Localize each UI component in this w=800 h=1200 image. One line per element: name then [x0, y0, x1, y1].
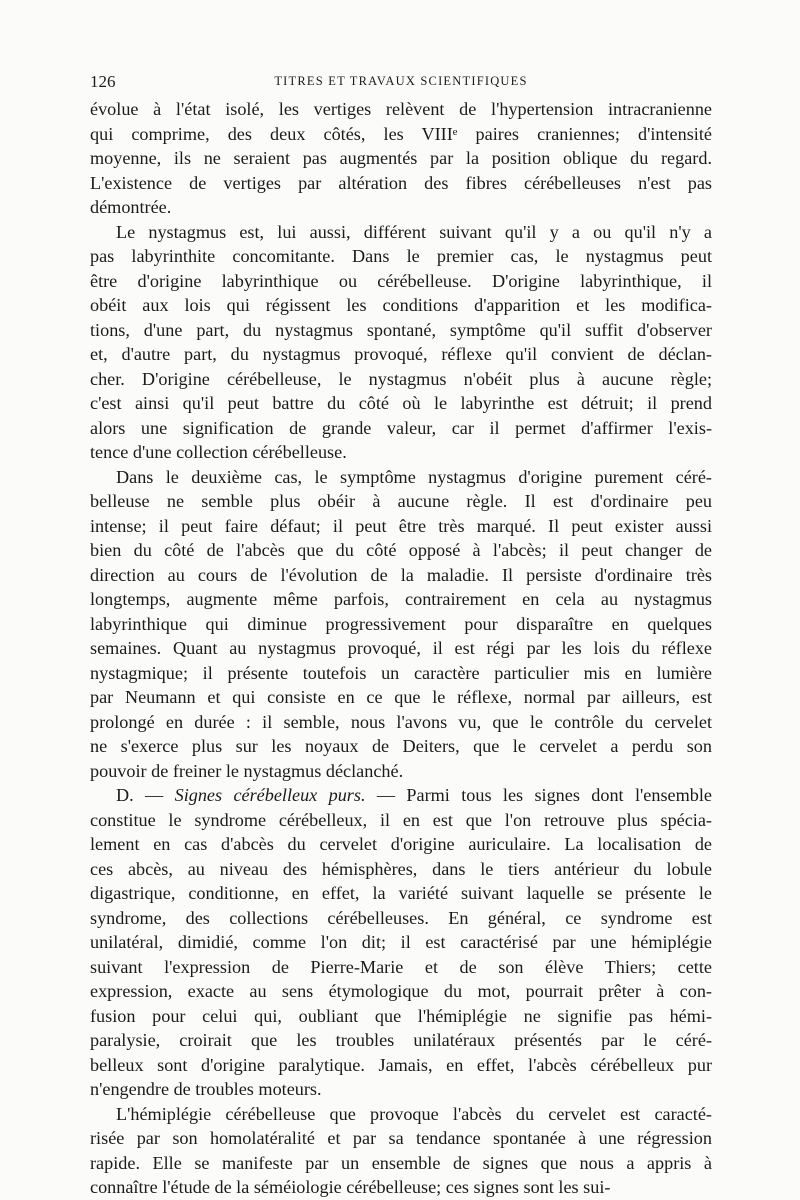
- text-line: rapide. Elle se manifeste par un ensemble de signes que nous a appris à: [90, 1152, 712, 1173]
- text-line: démontrée.: [90, 197, 172, 217]
- text-line: longtemps, augmente même parfois, contrairement en cela au nystagmus: [90, 589, 712, 609]
- paragraph: [90, 97, 712, 220]
- text-line: unilatéral, dimidié, comme l'on dit; il est caractérisé par une hémiplégie: [90, 932, 712, 952]
- text-line: c'est ainsi qu'il peut battre du côté où le labyrinthe est détruit; il prend: [90, 393, 712, 413]
- text-line: lement en cas d'abcès du cervelet d'origine auriculaire. La localisation de: [90, 834, 712, 854]
- text-line: Dans le deuxième cas, le symptôme nystagmus d'origine purement céré-: [116, 466, 712, 487]
- text-line: et, d'autre part, du nystagmus provoqué, réflexe qu'il convient de déclan-: [90, 344, 712, 364]
- text-line: digastrique, conditionne, en effet, la variété suivant laquelle se présente le: [90, 883, 712, 903]
- text-line: obéit aux lois qui régissent les conditions d'apparition et les modifica-: [90, 295, 712, 315]
- paragraph: [90, 220, 712, 465]
- text-line: L'existence de vertiges par altération des fibres cérébelleuses n'est pas: [90, 172, 712, 193]
- text-line: moyenne, ils ne seraient pas augmentés par la position oblique du regard.: [90, 148, 712, 168]
- text-line: belleuse ne semble plus obéir à aucune règle. Il est d'ordinaire peu: [90, 491, 712, 511]
- text-line: syndrome, des collections cérébelleuses. En général, ce syndrome est: [90, 907, 712, 928]
- text-line: ces abcès, au niveau des hémisphères, dans le tiers antérieur du lobule: [90, 858, 712, 879]
- section-label: D. —: [116, 785, 175, 805]
- text-line: par Neumann et qui consiste en ce que le réflexe, normal par ailleurs, est: [90, 687, 712, 707]
- text-line: labyrinthique qui diminue progressivement pour disparaître en quelques: [90, 613, 712, 634]
- text-line: direction au cours de l'évolution de la maladie. Il persiste d'ordinaire très: [90, 564, 712, 585]
- text-line: connaître l'étude de la séméiologie cérébelleuse; ces signes sont les sui-: [90, 1177, 611, 1197]
- text-line: prolongé en durée : il semble, nous l'avons vu, que le contrôle du cervelet: [90, 711, 712, 732]
- text-line: cher. D'origine cérébelleuse, le nystagmus n'obéit plus à aucune règle;: [90, 368, 712, 389]
- text-line: paralysie, croirait que les troubles unilatéraux présentés par le céré-: [90, 1030, 712, 1050]
- body-text: [90, 97, 712, 1200]
- text-line: ne s'exerce plus sur les noyaux de Deiters, que le cervelet a perdu son: [90, 736, 712, 756]
- text-line: semaines. Quant au nystagmus provoqué, il est régi par les lois du réflexe: [90, 638, 712, 658]
- text-line: nystagmique; il présente toutefois un caractère particulier mis en lumière: [90, 662, 712, 683]
- text-line: belleux sont d'origine paralytique. Jamais, en effet, l'abcès cérébelleux pur: [90, 1054, 712, 1075]
- page-header: [90, 70, 712, 96]
- running-head: TITRES ET TRAVAUX SCIENTIFIQUES: [274, 74, 528, 88]
- text-line: évolue à l'état isolé, les vertiges relèvent de l'hypertension intracranienne: [90, 99, 712, 119]
- text-line: qui comprime, des deux côtés, les VIIIᵉ paires craniennes; d'intensité: [90, 123, 712, 144]
- text-line: être d'origine labyrinthique ou cérébelleuse. D'origine labyrinthique, il: [90, 270, 712, 291]
- text-line: intense; il peut faire défaut; il peut être très marqué. Il peut exister aussi: [90, 515, 712, 536]
- section-title: Signes cérébelleux purs.: [174, 785, 366, 805]
- text-line: tence d'une collection cérébelleuse.: [90, 442, 347, 462]
- section-text: — Parmi tous les signes dont l'ensemble: [365, 785, 712, 805]
- paragraph: [90, 465, 712, 784]
- text-line: alors une signification de grande valeur, car il permet d'affirmer l'exis-: [90, 417, 712, 438]
- text-line: fusion pour celui qui, oubliant que l'hémiplégie ne signifie pas hémi-: [90, 1005, 712, 1026]
- paragraph: [90, 1102, 712, 1200]
- text-line: Le nystagmus est, lui aussi, différent suivant qu'il y a ou qu'il n'y a: [116, 221, 712, 242]
- text-line: [90, 783, 712, 808]
- text-line: constitue le syndrome cérébelleux, il en est que l'on retrouve plus spécia-: [90, 809, 712, 830]
- text-line: expression, exacte au sens étymologique du mot, pourrait prêter à con-: [90, 981, 712, 1001]
- text-line: L'hémiplégie cérébelleuse que provoque l'abcès du cervelet est caracté-: [116, 1103, 712, 1124]
- paragraph: [90, 783, 712, 1102]
- page-number: 126: [90, 72, 116, 91]
- text-line: risée par son homolatéralité et par sa tendance spontanée à une régression: [90, 1128, 712, 1148]
- text-line: tions, d'une part, du nystagmus spontané, symptôme qu'il suffit d'observer: [90, 319, 712, 340]
- text-line: suivant l'expression de Pierre-Marie et de son élève Thiers; cette: [90, 956, 712, 977]
- text-line: n'engendre de troubles moteurs.: [90, 1079, 322, 1099]
- text-line: pouvoir de freiner le nystagmus déclanché.: [90, 760, 404, 781]
- text-line: pas labyrinthite concomitante. Dans le premier cas, le nystagmus peut: [90, 246, 712, 266]
- text-line: bien du côté de l'abcès que du côté opposé à l'abcès; il peut changer de: [90, 540, 712, 560]
